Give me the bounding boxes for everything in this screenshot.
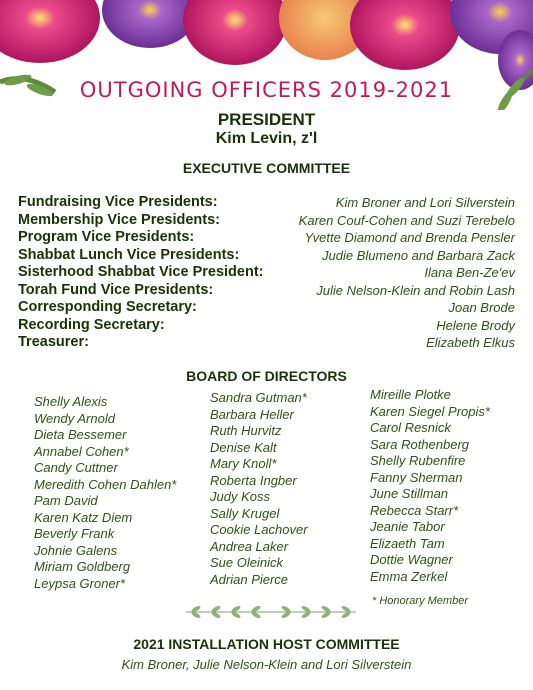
board-member: Carol Resnick [370, 420, 451, 435]
exec-row [18, 194, 515, 212]
exec-role: Fundraising Vice Presidents: [18, 194, 218, 210]
board-member: Ruth Hurvitz [210, 423, 282, 438]
board-member: Dieta Bessemer [34, 427, 127, 442]
exec-names: Helene Brody [436, 317, 515, 333]
board-member: Shelly Alexis [34, 394, 108, 409]
exec-role: Program Vice Presidents: [18, 229, 195, 245]
exec-row [18, 299, 515, 317]
exec-role: Shabbat Lunch Vice Presidents: [18, 246, 240, 263]
board-member: Wendy Arnold [34, 410, 115, 426]
board-member: Judy Koss [210, 489, 270, 504]
board-member: Adrian Pierce [210, 571, 289, 587]
board-member: Elizaeth Tam [370, 535, 445, 551]
exec-row [18, 264, 515, 282]
exec-names: Karen Couf-Cohen and Suzi Terebelo [298, 212, 515, 228]
exec-names: Julie Nelson-Klein and Robin Lash [316, 282, 515, 298]
exec-row [18, 247, 515, 265]
board-member: Meredith Cohen Dahlen* [34, 476, 177, 492]
board-column-1 [34, 394, 176, 592]
exec-role: Torah Fund Vice Presidents: [18, 281, 214, 298]
host-names: Kim Broner, Julie Nelson-Klein and Lori Silverstein [121, 657, 412, 672]
executive-list [18, 194, 515, 352]
board-member: Roberta Ingber [210, 472, 297, 488]
exec-row [18, 334, 515, 352]
exec-role: Membership Vice Presidents: [18, 211, 221, 228]
exec-role: Sisterhood Shabbat Vice President: [18, 264, 264, 280]
board-member: Johnie Galens [34, 542, 118, 558]
board-member: Mary Knoll* [210, 456, 277, 471]
board-member: Karen Siegel Propis* [370, 403, 490, 419]
board-member: Karen Katz Diem [34, 509, 133, 525]
board-member: Fanny Sherman [370, 469, 463, 485]
sprig-divider-icon [184, 604, 358, 620]
host-heading: 2021 INSTALLATION HOST COMMITTEE [133, 636, 400, 652]
board-member: Shelly Rubenfire [370, 453, 466, 468]
board-member: Pam David [34, 493, 98, 508]
exec-row [18, 282, 515, 300]
board-member: June Stillman [370, 486, 449, 501]
president-heading: PRESIDENT [217, 110, 316, 129]
board-member: Rebecca Starr* [370, 502, 459, 518]
exec-role: Treasurer: [18, 334, 89, 350]
board-heading: BOARD OF DIRECTORS [186, 368, 347, 384]
exec-row [18, 212, 515, 230]
board-member: Andrea Laker [210, 538, 289, 554]
board-member: Emma Zerkel [370, 568, 448, 584]
executive-heading: EXECUTIVE COMMITTEE [182, 160, 351, 176]
board-column-3 [370, 387, 490, 585]
board-member: Miriam Goldberg [34, 559, 131, 574]
board-member: Beverly Frank [34, 526, 115, 541]
exec-names: Kim Broner and Lori Silverstein [335, 195, 515, 210]
board-member: Denise Kalt [210, 439, 277, 455]
exec-names: Ilana Ben-Ze'ev [424, 265, 515, 280]
honorary-note: * Honorary Member [372, 595, 468, 607]
board-member: Sandra Gutman* [210, 390, 307, 405]
board-member: Sara Rothenberg [370, 436, 470, 452]
page-title: OUTGOING OFFICERS 2019-2021 [79, 78, 454, 102]
exec-role: Recording Secretary: [18, 316, 165, 333]
board-member: Cookie Lachover [210, 522, 308, 537]
board-member: Annabel Cohen* [34, 443, 129, 459]
exec-names: Joan Brode [448, 300, 515, 315]
exec-names: Judie Blumeno and Barbara Zack [322, 247, 515, 263]
exec-row [18, 317, 515, 335]
board-member: Sally Krugel [210, 505, 280, 521]
board-member: Mireille Plotke [370, 387, 451, 402]
exec-names: Elizabeth Elkus [426, 335, 515, 350]
exec-names: Yvette Diamond and Brenda Pensler [304, 230, 515, 245]
exec-row [18, 229, 515, 247]
board-member: Leypsa Groner* [34, 575, 126, 591]
president-name: Kim Levin, z'l [215, 130, 318, 147]
board-column-2 [210, 390, 308, 588]
board-member: Candy Cuttner [34, 460, 118, 475]
board-member: Sue Oleinick [210, 555, 283, 570]
board-member: Dottie Wagner [370, 552, 453, 567]
exec-role: Corresponding Secretary: [18, 299, 197, 315]
board-member: Jeanie Tabor [370, 519, 445, 534]
board-member: Barbara Heller [210, 406, 294, 422]
